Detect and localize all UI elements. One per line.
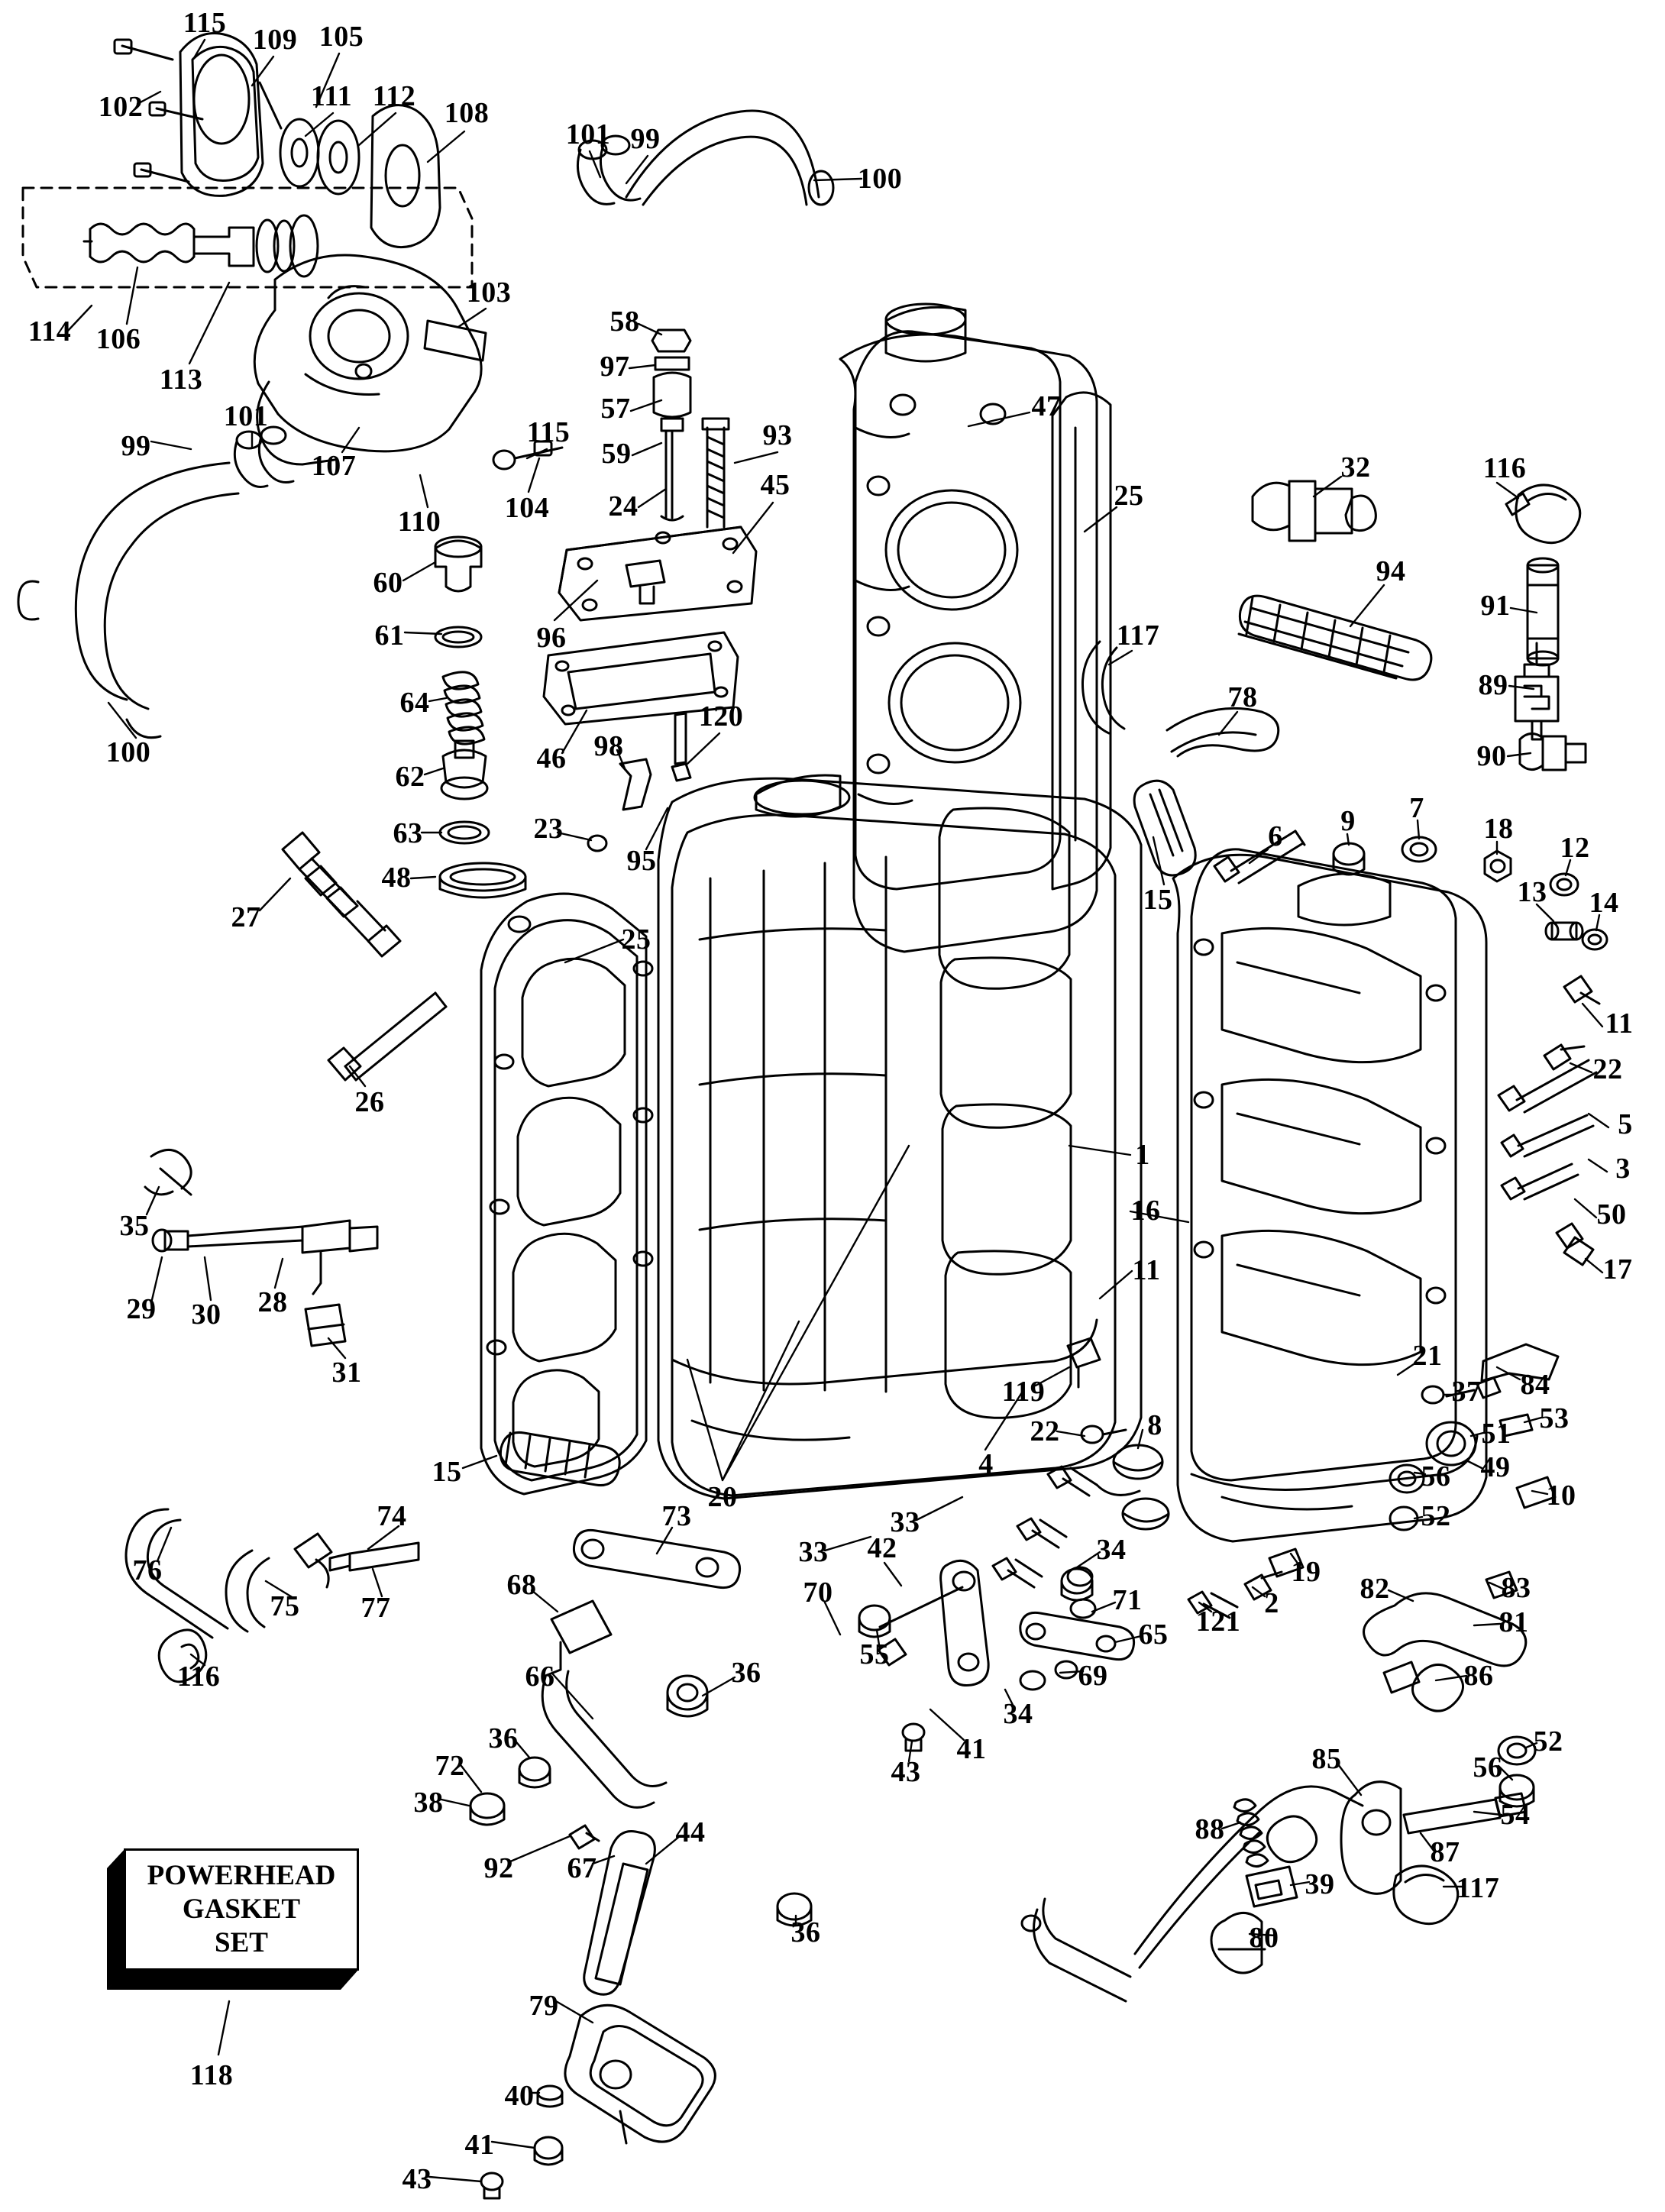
callout-number: 53 — [1539, 1402, 1570, 1434]
callout-number: 24 — [608, 490, 639, 522]
callout-number: 100 — [857, 163, 903, 195]
gasket-box-label-line3: SET — [215, 1927, 268, 1958]
callout-number: 91 — [1480, 590, 1511, 622]
fastener-7 — [1402, 837, 1436, 862]
callout-number: 99 — [630, 123, 661, 155]
hose-78 — [1167, 708, 1279, 756]
callout-number: 27 — [231, 901, 261, 933]
callout-number: 107 — [311, 450, 357, 482]
callout-number: 111 — [310, 80, 353, 112]
callout-number: 87 — [1430, 1836, 1460, 1868]
callout-number: 78 — [1227, 681, 1258, 713]
callout-number: 31 — [331, 1357, 362, 1389]
callout-number: 19 — [1291, 1556, 1321, 1588]
top-cover-plate — [559, 527, 756, 620]
callout-number: 36 — [488, 1722, 519, 1754]
callout-number: 1 — [1135, 1139, 1150, 1171]
callout-number: 41 — [956, 1733, 987, 1765]
callout-number: 101 — [223, 400, 269, 432]
callout-number: 119 — [1001, 1376, 1046, 1408]
callout-number: 26 — [354, 1086, 385, 1118]
callout-number: 37 — [1451, 1376, 1482, 1408]
callout-number: 18 — [1483, 813, 1514, 845]
callout-number: 16 — [1130, 1195, 1161, 1227]
callout-number: 97 — [600, 351, 630, 383]
fitting-90 — [1520, 733, 1586, 770]
callout-number: 48 — [381, 862, 412, 894]
gasket-box-label-line1: POWERHEAD — [147, 1860, 336, 1891]
callout-number: 73 — [661, 1500, 692, 1532]
bottom-centre-bits — [859, 1606, 924, 1751]
callout-number: 21 — [1412, 1340, 1443, 1372]
callout-number: 80 — [1249, 1922, 1279, 1954]
fastener-13 — [1546, 923, 1583, 939]
thermostat-parts — [435, 537, 489, 843]
callout-number: 114 — [27, 315, 72, 348]
callout-number: 20 — [707, 1481, 738, 1513]
callout-number: 113 — [159, 364, 203, 396]
callout-number: 34 — [1096, 1534, 1127, 1566]
callout-number: 40 — [504, 2080, 535, 2112]
callout-number: 8 — [1147, 1409, 1162, 1441]
grommet-15-right — [1134, 781, 1195, 875]
callout-number: 23 — [533, 813, 564, 845]
callout-number: 101 — [565, 118, 611, 150]
callout-number: 56 — [1421, 1460, 1451, 1492]
callout-number: 94 — [1376, 555, 1406, 587]
grommet-94 — [1239, 596, 1431, 680]
callout-number: 34 — [1003, 1698, 1033, 1730]
stud-spring-assembly — [84, 215, 318, 276]
callout-number: 68 — [506, 1569, 537, 1601]
callout-number: 45 — [760, 469, 790, 501]
fastener-14 — [1583, 930, 1607, 949]
callout-number: 33 — [798, 1536, 829, 1568]
callout-number: 64 — [399, 687, 430, 719]
callout-number: 86 — [1463, 1660, 1494, 1692]
hose-upper-right — [577, 111, 833, 205]
callout-number: 57 — [600, 393, 631, 425]
callout-number: 117 — [1116, 619, 1160, 652]
callout-number: 88 — [1195, 1813, 1225, 1845]
callout-number: 84 — [1520, 1369, 1550, 1401]
callout-number: 11 — [1605, 1007, 1634, 1040]
callout-number: 54 — [1500, 1799, 1531, 1831]
callout-number: 36 — [790, 1916, 821, 1948]
callout-number: 98 — [593, 730, 624, 762]
callout-number: 116 — [1482, 452, 1527, 484]
callout-number: 71 — [1112, 1584, 1143, 1616]
powerhead-gasket-set-box — [107, 1848, 359, 1990]
thermostat-fastener-stack — [652, 330, 729, 527]
callout-number: 30 — [191, 1298, 221, 1331]
callout-number: 33 — [890, 1506, 920, 1538]
link-bar-73 — [574, 1530, 739, 1587]
callout-number: 17 — [1602, 1253, 1633, 1285]
callout-number: 109 — [252, 24, 298, 56]
gasket-box-label — [124, 1859, 359, 1960]
callout-number: 22 — [1030, 1415, 1060, 1447]
callout-number: 108 — [444, 97, 490, 129]
cylinder-block — [658, 775, 1141, 1499]
callout-number: 9 — [1340, 805, 1356, 837]
callout-number: 81 — [1498, 1606, 1529, 1638]
callout-number: 61 — [374, 619, 405, 652]
callout-number: 25 — [1114, 480, 1144, 512]
fastener-12 — [1550, 874, 1578, 895]
callout-number: 89 — [1478, 669, 1508, 701]
callout-number: 5 — [1618, 1108, 1633, 1140]
exhaust-cover-plate — [481, 894, 652, 1494]
callout-number: 83 — [1501, 1572, 1531, 1604]
seal-ring-48 — [440, 863, 525, 897]
callout-number: 41 — [464, 2129, 495, 2161]
callout-number: 6 — [1268, 820, 1283, 852]
callout-number: 15 — [432, 1456, 462, 1488]
callout-number: 43 — [891, 1756, 921, 1788]
callout-number: 56 — [1473, 1751, 1503, 1784]
callout-number: 79 — [529, 1990, 559, 2022]
gasket-box-bottom — [107, 1969, 359, 1990]
callout-number: 63 — [393, 817, 423, 849]
callout-number: 112 — [372, 80, 416, 112]
callout-number: 13 — [1517, 876, 1547, 908]
callout-number: 116 — [176, 1661, 221, 1693]
callout-number: 39 — [1305, 1868, 1335, 1900]
callout-number: 106 — [95, 323, 141, 355]
callout-number: 3 — [1615, 1153, 1631, 1185]
callout-number: 110 — [397, 506, 441, 538]
callout-number: 121 — [1195, 1606, 1241, 1638]
fastener-18 — [1485, 851, 1511, 881]
callout-number: 102 — [98, 91, 144, 123]
callout-number: 36 — [731, 1657, 761, 1689]
clamp-117-bottomright — [1394, 1866, 1458, 1924]
sensor-32 — [1253, 481, 1376, 541]
callout-number: 69 — [1078, 1660, 1108, 1692]
callout-number: 46 — [536, 742, 567, 775]
callout-number: 7 — [1409, 792, 1424, 824]
callout-number: 100 — [105, 736, 151, 768]
callout-number: 38 — [413, 1787, 444, 1819]
callout-number: 105 — [318, 21, 364, 53]
callout-number: 52 — [1421, 1500, 1451, 1532]
callout-number: 92 — [483, 1852, 514, 1884]
top-left-cover-group — [115, 34, 440, 247]
bolt-26 — [328, 993, 446, 1080]
callout-number: 120 — [698, 700, 744, 732]
callout-number: 115 — [526, 416, 571, 448]
callout-number: 65 — [1138, 1619, 1169, 1651]
callout-number: 14 — [1589, 887, 1619, 919]
callout-number: 44 — [675, 1816, 706, 1848]
callout-number: 60 — [373, 567, 403, 599]
hose-lower-left — [18, 427, 293, 738]
callout-number: 47 — [1031, 390, 1062, 422]
callout-number: 43 — [402, 2163, 432, 2195]
callout-number: 62 — [395, 761, 425, 793]
callout-number: 55 — [859, 1638, 890, 1670]
callout-number: 115 — [183, 7, 227, 39]
callout-number: 25 — [621, 923, 651, 956]
callout-number: 32 — [1340, 451, 1371, 483]
callout-number: 2 — [1264, 1587, 1279, 1619]
callout-number: 11 — [1132, 1254, 1161, 1286]
callout-number: 85 — [1311, 1743, 1342, 1775]
spark-plug — [283, 833, 400, 956]
callout-number: 51 — [1481, 1418, 1511, 1450]
callout-number: 66 — [525, 1661, 555, 1693]
callout-number: 67 — [567, 1852, 597, 1884]
callout-number: 118 — [189, 2059, 234, 2091]
callout-number: 12 — [1560, 832, 1590, 864]
callout-number: 10 — [1546, 1480, 1576, 1512]
callout-number: 104 — [504, 492, 550, 524]
callout-number: 90 — [1476, 740, 1507, 772]
callout-number: 28 — [257, 1286, 288, 1318]
fastener-3 — [1502, 1115, 1593, 1156]
callout-number: 50 — [1596, 1198, 1627, 1231]
thermostat-housing-body — [254, 255, 562, 469]
clamp-116-topright — [1506, 485, 1580, 543]
callout-number: 93 — [762, 419, 793, 451]
fastener-17 — [1557, 1224, 1593, 1265]
callout-number: 75 — [270, 1590, 300, 1622]
callout-number: 76 — [132, 1554, 163, 1586]
callout-number: 35 — [119, 1210, 150, 1242]
fastener-11-right — [1564, 976, 1599, 1004]
gasket-box-label-line2: GASKET — [182, 1893, 301, 1925]
hose-117 — [1082, 642, 1124, 733]
fastener-50 — [1502, 1164, 1578, 1199]
callout-number: 22 — [1592, 1053, 1623, 1085]
callout-number: 49 — [1480, 1451, 1511, 1483]
callout-number: 74 — [377, 1500, 407, 1532]
callout-number: 70 — [803, 1577, 833, 1609]
callout-number: 58 — [609, 306, 640, 338]
gasket-box-side — [107, 1848, 125, 1990]
callout-number: 29 — [126, 1293, 157, 1325]
callout-number: 117 — [1456, 1872, 1500, 1904]
callout-number: 99 — [121, 430, 151, 462]
callout-number: 103 — [466, 276, 512, 309]
callout-number: 15 — [1143, 884, 1173, 916]
callout-number: 59 — [601, 438, 632, 470]
callout-number: 42 — [867, 1532, 897, 1564]
callout-number: 96 — [536, 622, 567, 654]
callout-number: 82 — [1359, 1573, 1390, 1605]
callout-number: 77 — [360, 1592, 391, 1624]
callout-number: 72 — [435, 1750, 465, 1782]
callout-number: 52 — [1533, 1725, 1563, 1758]
callout-number: 95 — [626, 845, 657, 877]
callout-number: 4 — [978, 1448, 994, 1480]
